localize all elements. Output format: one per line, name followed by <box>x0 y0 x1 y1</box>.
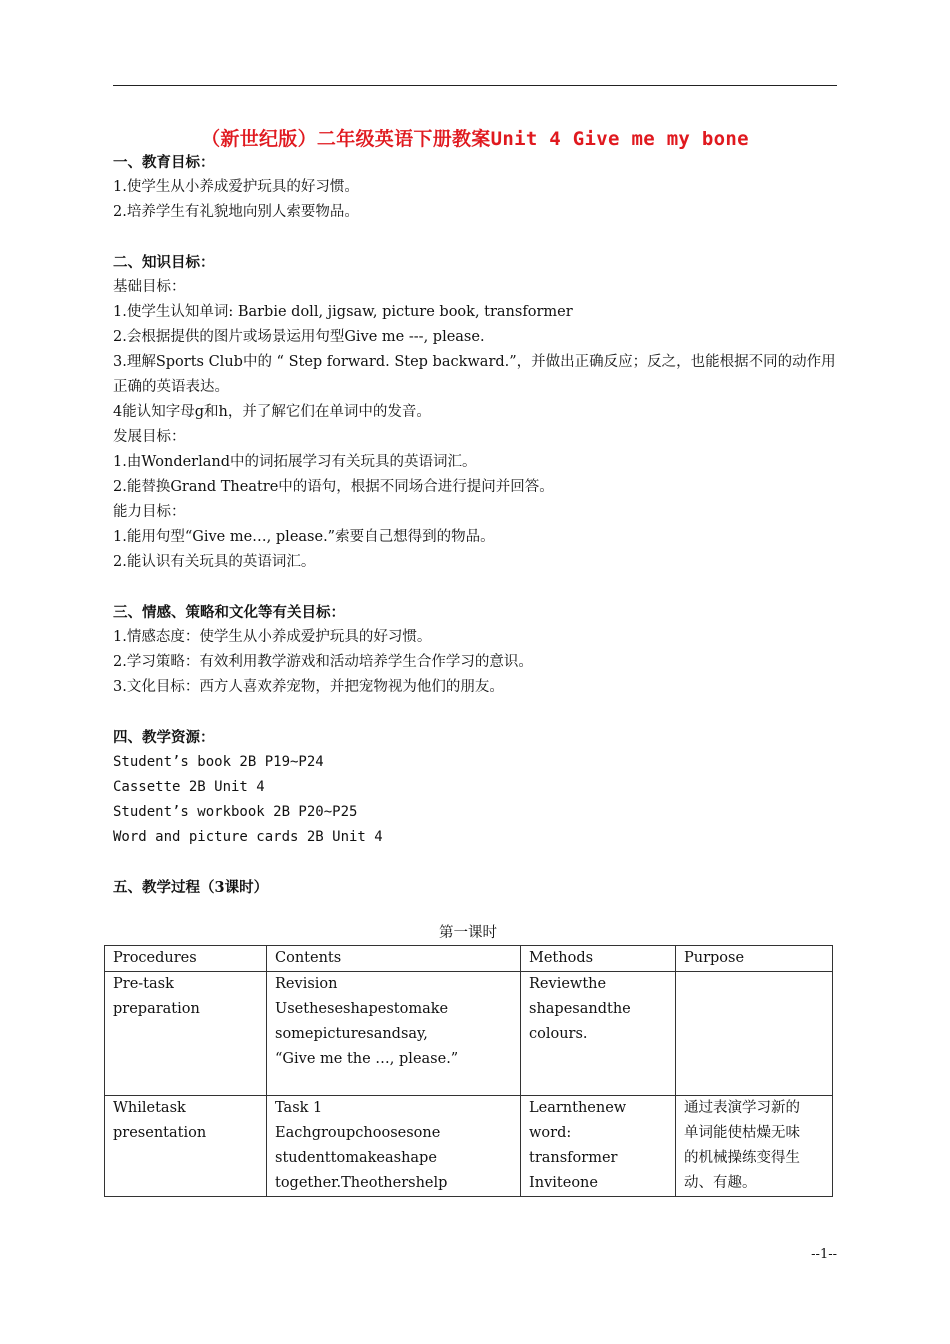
cell-word: these <box>303 1001 344 1017</box>
text-line: 3.文化目标：西方人喜欢养宠物，并把宠物视为他们的朋友。 <box>113 679 504 695</box>
text-line: 1.使学生认知单词: Barbie doll, jigsaw, picture book, transformer <box>113 304 573 320</box>
cell-word: to <box>393 1001 409 1017</box>
text-line: 4能认知字母g和h，并了解它们在单词中的发音。 <box>113 404 431 420</box>
cell-line: word: <box>529 1125 572 1141</box>
cell-word: make <box>408 1001 449 1017</box>
text-line: 1.情感态度：使学生从小养成爱护玩具的好习惯。 <box>113 629 432 645</box>
cell-line: Task 1 <box>275 1100 323 1116</box>
methods-cell <box>521 1096 676 1197</box>
cell-line: preparation <box>113 1001 200 1017</box>
cell-line <box>529 972 667 997</box>
cell-line <box>275 1146 512 1171</box>
purpose-cell <box>676 1096 833 1197</box>
cell-word: one <box>413 1125 441 1141</box>
cell-line <box>529 1171 667 1196</box>
contents-cell <box>267 1096 521 1197</box>
cell-word: and <box>579 1001 607 1017</box>
procedure-cell <box>105 1096 267 1197</box>
methods-cell <box>521 972 676 1096</box>
section-heading-resources: 四、教学资源： <box>113 729 215 746</box>
cell-word: help <box>415 1175 448 1191</box>
cell-word: together. <box>275 1175 342 1191</box>
text-line: 2.能替换Grand Theatre中的语句，根据不同场合进行提问并回答。 <box>113 479 554 495</box>
cell-line: 单词能使枯燥无味 <box>684 1125 800 1141</box>
cell-line: “Give me the …, please.” <box>275 1051 459 1067</box>
text-line: 2.培养学生有礼貌地向别人索要物品。 <box>113 204 359 220</box>
cell-word: group <box>311 1125 356 1141</box>
spacer <box>113 575 839 600</box>
cell-line: Revision <box>275 976 338 992</box>
cell-word: the <box>607 1001 631 1017</box>
cell-line: transformer <box>529 1150 618 1166</box>
table-header-row <box>105 946 833 972</box>
cell-line <box>113 1096 258 1121</box>
table-row <box>105 1096 833 1197</box>
document-title: （新世纪版）二年级英语下册教案Unit 4 Give me my bone <box>201 128 749 150</box>
cell-line: presentation <box>113 1125 207 1141</box>
subheading-basic-goals: 基础目标： <box>113 279 186 295</box>
purpose-cell <box>676 972 833 1096</box>
cell-line: 的机械操练变得生 <box>684 1150 800 1166</box>
spacer <box>113 225 839 250</box>
resource-item: Cassette 2B Unit 4 <box>113 779 265 795</box>
resource-item: Word and picture cards 2B Unit 4 <box>113 829 383 845</box>
cell-word: chooses <box>355 1125 414 1141</box>
text-line: 1.使学生从小养成爱护玩具的好习惯。 <box>113 179 359 195</box>
cell-line: Pre-task <box>113 976 174 992</box>
cell-word: shape <box>393 1150 437 1166</box>
cell-word: and <box>373 1026 401 1042</box>
section-heading-knowledge-goals: 二、知识目标： <box>113 254 215 271</box>
contents-cell <box>267 972 521 1096</box>
section-heading-affective-goals: 三、情感、策略和文化等有关目标： <box>113 604 345 621</box>
cell-line: colours. <box>529 1026 588 1042</box>
cell-word: make <box>345 1150 385 1166</box>
cell-word: Learn <box>529 1100 573 1116</box>
cell-line <box>529 997 667 1022</box>
cell-word: new <box>595 1100 627 1116</box>
cell-word: the <box>572 1100 596 1116</box>
cell-line <box>529 1096 667 1121</box>
column-header: Methods <box>521 946 676 972</box>
cell-word: shapes <box>343 1001 394 1017</box>
spacer <box>113 700 839 725</box>
column-header: Procedures <box>105 946 267 972</box>
column-header: Purpose <box>676 946 833 972</box>
text-line: 2.能认识有关玩具的英语词汇。 <box>113 554 316 570</box>
cell-word: pictures <box>313 1026 374 1042</box>
cell-word: one <box>571 1175 598 1191</box>
spacer <box>113 850 839 875</box>
cell-line <box>275 997 512 1022</box>
cell-line <box>275 1022 512 1047</box>
cell-word: While <box>113 1100 156 1116</box>
subheading-ability-goals: 能力目标： <box>113 504 186 520</box>
cell-word: some <box>275 1026 314 1042</box>
cell-line: 通过表演学习新的 <box>684 1100 800 1116</box>
cell-word: The <box>341 1175 369 1191</box>
cell-word: task <box>155 1100 186 1116</box>
section-heading-education-goals: 一、教育目标： <box>113 154 215 171</box>
cell-word: Review <box>529 976 583 992</box>
lesson-caption: 第一课时 <box>439 925 497 941</box>
text-line: 1.能用句型“Give me…, please.”索要自己想得到的物品。 <box>113 529 495 545</box>
resource-item: Student’s workbook 2B P20~P25 <box>113 804 358 820</box>
cell-word: to <box>330 1150 346 1166</box>
text-line: 2.会根据提供的图片或场景运用句型Give me ---, please. <box>113 329 485 345</box>
cell-word: Use <box>275 1001 304 1017</box>
procedure-cell <box>105 972 267 1096</box>
table-row <box>105 972 833 1096</box>
section-heading-teaching-process: 五、教学过程（3课时） <box>113 879 269 896</box>
cell-word: a <box>384 1150 394 1166</box>
cell-word: others <box>368 1175 416 1191</box>
cell-word: shapes <box>529 1001 580 1017</box>
cell-word: student <box>275 1150 331 1166</box>
lesson-table <box>104 945 833 1197</box>
page-number: --1-- <box>811 1247 837 1262</box>
cell-line <box>275 1171 512 1196</box>
text-line: 3.理解Sports Club中的 “ Step forward. Step backward.”，并做出正确反应；反之，也能根据不同的动作用正确的英语表达。 <box>113 354 836 395</box>
cell-word: say, <box>400 1026 428 1042</box>
resource-item: Student’s book 2B P19~P24 <box>113 754 324 770</box>
text-line: 2.学习策略：有效利用教学游戏和活动培养学生合作学习的意识。 <box>113 654 533 670</box>
cell-line <box>275 1121 512 1146</box>
cell-word: Each <box>275 1125 312 1141</box>
header-rule <box>113 85 837 86</box>
text-line: 1.由Wonderland中的词拓展学习有关玩具的英语词汇。 <box>113 454 477 470</box>
cell-word: the <box>582 976 607 992</box>
column-header: Contents <box>267 946 521 972</box>
document-body <box>113 150 839 900</box>
cell-word: Invite <box>529 1175 572 1191</box>
subheading-development-goals: 发展目标： <box>113 429 186 445</box>
cell-line: 动、有趣。 <box>684 1175 757 1191</box>
